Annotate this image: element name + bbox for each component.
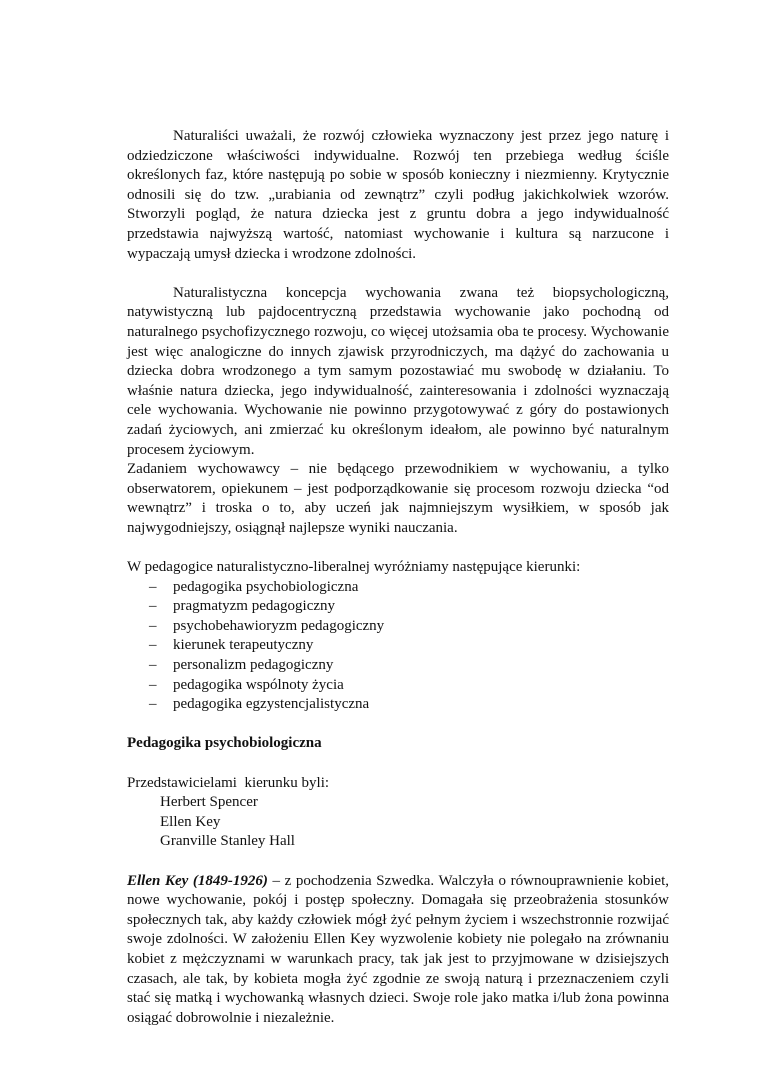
directions-intro: W pedagogice naturalistyczno-liberalnej wyróżniamy następujące kierunki:: [127, 559, 581, 576]
paragraph-naturalists: Naturaliści uważali, że rozwój człowieka wyznaczony jest przez jego naturę i odziedziczone właściwości indywidualne. Rozwój ten przebiega według ściśle określonych faz, które następują po sobie w sposób konieczny i niezmienny. Krytycznie odnosili się do tzw. „urabiania od zewnątrz” czyli podług jakichkolwiek wzorów. Stworzyli pogląd, że natura dziecka jest z gruntu dobra a jego indywidualność przedstawia najwyższą wartość, natomiast wychowanie i kultura są narzucone i wypaczają umysł dziecka i wrodzone zdolności.: [127, 128, 669, 262]
dash-bullet: –: [149, 617, 157, 634]
representatives-list: [127, 793, 669, 852]
paragraph-naturalistic-concept: Naturalistyczna koncepcja wychowania zwana też biopsychologiczną, natywistyczną lub pajdocentryczną przedstawia wychowanie jako pochodną od naturalnego psychofizycznego rozwoju, co więcej utożsamia oba te procesy. Wychowanie jest więc analogiczne do innych zjawisk przyrodniczych, ma dążyć do zachowania u dziecka dobra wrodzonego a tym samym pozostawiać mu swobodę w działaniu. To właśnie natura dziecka, jego indywidualność, zainteresowania i zdolności wyznaczają cele wychowania. Wychowanie nie powinno przygotowywać z góry do postawionych zadań życiowych, ani zmierzać ku określonym ideałom, ale powinno być naturalnym procesem życiowym.: [127, 284, 669, 458]
section-heading: Pedagogika psychobiologiczna: [127, 735, 322, 752]
list-item: Ellen Key: [160, 813, 221, 830]
list-item: Herbert Spencer: [160, 794, 258, 811]
dash-bullet: –: [149, 578, 157, 595]
ellen-key-text: – z pochodzenia Szwedka. Walczyła o równouprawnienie kobiet, nowe wychowanie, pokój i postęp społeczny. Domagała się przeobrażenia stosunków społecznych tak, aby każdy człowiek mógł żyć pełnym życiem i wszechstronnie rozwijać swoje zdolności. W założeniu Ellen Key wyzwolenie kobiety nie polegało na zrównaniu kobiet z mężczyznami w warunkach pracy, tak jak jest to przyjmowane w dzisiejszych czasach, ale tak, by kobieta mogła żyć zgodnie ze swoją naturą i przeznaczeniem czyli stać się matką i wychowanką własnych dzieci. Swoje role jako matka i/lub żona powinna osiągać dobrowolnie i niezależnie.: [127, 872, 669, 1026]
list-item: – kierunek terapeutyczny: [149, 636, 669, 656]
directions-list: [127, 578, 669, 715]
representatives-intro: Przedstawicielami kierunku byli:: [127, 774, 330, 791]
dash-bullet: –: [149, 598, 157, 615]
dash-bullet: –: [149, 696, 157, 713]
paragraph-ellen-key: [127, 872, 669, 1029]
paragraph-educator-task: Zadaniem wychowawcy – nie będącego przewodnikiem w wychowaniu, a tylko obserwatorem, opiekunem – jest podporządkowanie się procesom rozwoju dziecka “od wewnątrz” i troska o to, aby uczeń jak najmniejszym wysiłkiem, w sposób jak najwygodniejszy, osiągnął najlepsze wyniki nauczania.: [127, 461, 669, 536]
list-item: Granville Stanley Hall: [160, 833, 295, 850]
list-item: – psychobehawioryzm pedagogiczny: [149, 617, 669, 637]
list-item: – pragmatyzm pedagogiczny: [149, 597, 669, 617]
dash-bullet: –: [149, 657, 157, 674]
list-item: – pedagogika psychobiologiczna: [149, 578, 669, 598]
list-item: – pedagogika egzystencjalistyczna: [149, 695, 669, 715]
dash-bullet: –: [149, 676, 157, 693]
dash-bullet: –: [149, 637, 157, 654]
ellen-key-name: Ellen Key (1849-1926): [127, 872, 268, 889]
list-item: – personalizm pedagogiczny: [149, 656, 669, 676]
list-item: – pedagogika wspólnoty życia: [149, 676, 669, 696]
